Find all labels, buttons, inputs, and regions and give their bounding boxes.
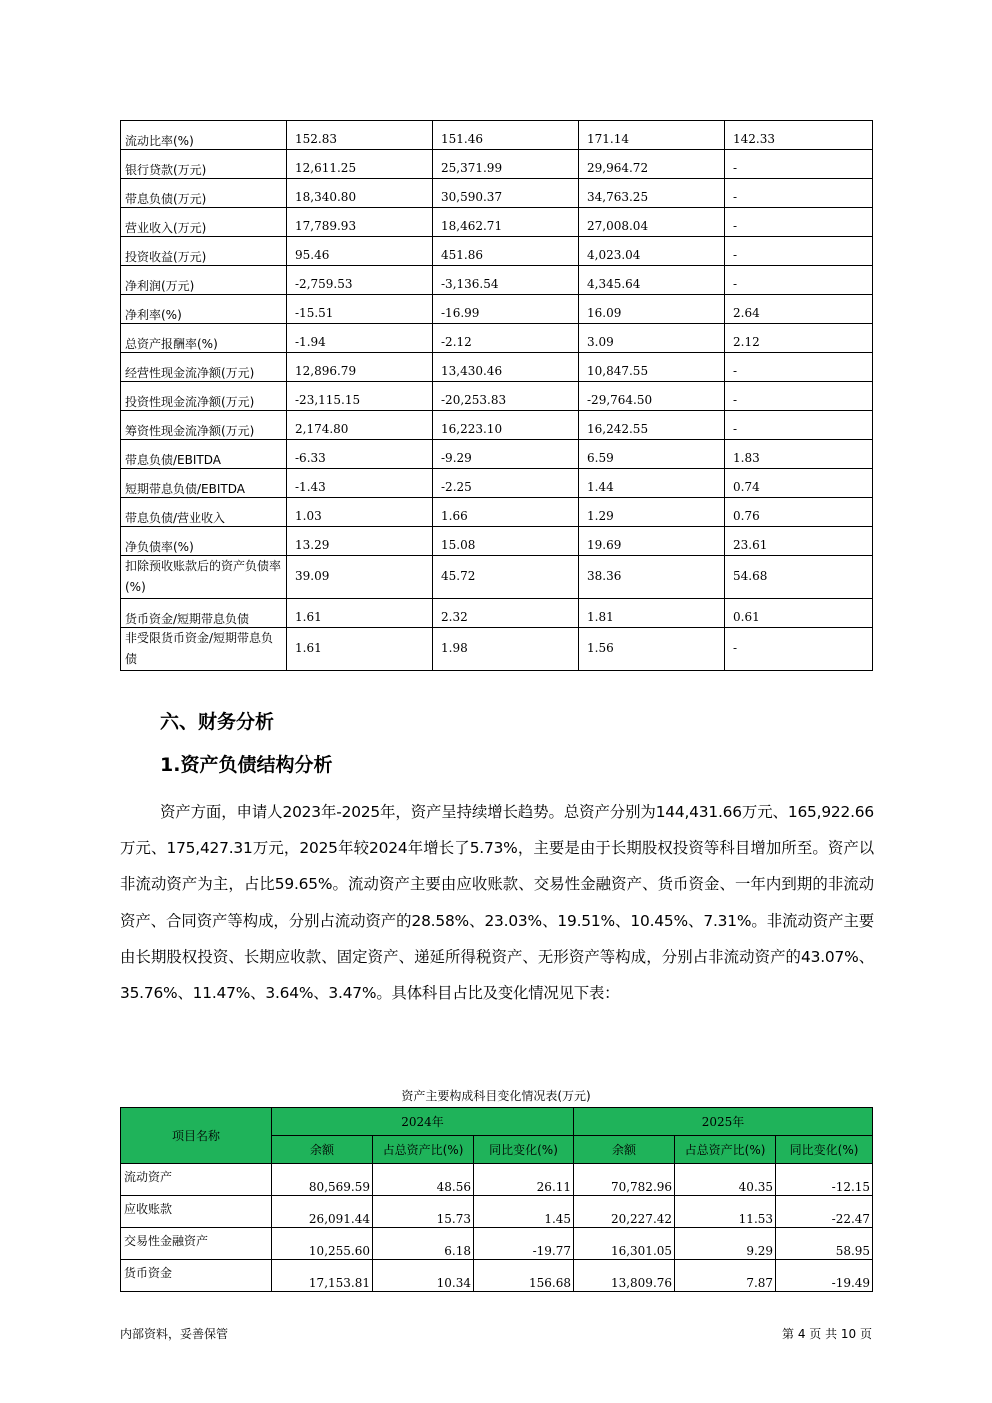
table-row xyxy=(121,628,873,671)
amount-2024: 17,153.81 xyxy=(272,1260,373,1292)
metric-label: 带息负债/营业收入 xyxy=(121,498,287,527)
metric-label: 投资收益(万元) xyxy=(121,237,287,266)
table-row xyxy=(121,150,873,179)
change-2024: 26.11 xyxy=(474,1164,574,1196)
metric-label: 净利润(万元) xyxy=(121,266,287,295)
metric-value: 34,763.25 xyxy=(579,179,725,208)
table-row xyxy=(121,1260,873,1292)
table-caption: 资产主要构成科目变化情况表(万元) xyxy=(401,1089,591,1103)
metric-value: 1.61 xyxy=(287,628,433,671)
metric-value: 4,345.64 xyxy=(579,266,725,295)
metric-value: -2.25 xyxy=(433,469,579,498)
table-row xyxy=(121,440,873,469)
metric-value: 38.36 xyxy=(579,556,725,599)
subsection-title: 1.资产负债结构分析 xyxy=(160,754,333,776)
metric-value: - xyxy=(725,266,873,295)
metric-value: 25,371.99 xyxy=(433,150,579,179)
ratio-2025: 9.29 xyxy=(675,1228,776,1260)
metric-label: 扣除预收账款后的资产负债率(%) xyxy=(121,556,287,599)
table-row xyxy=(121,208,873,237)
table-row xyxy=(121,1164,873,1196)
metric-value: 27,008.04 xyxy=(579,208,725,237)
table-row xyxy=(121,469,873,498)
metric-value: 1.81 xyxy=(579,599,725,628)
metric-label: 营业收入(万元) xyxy=(121,208,287,237)
change-2025: -12.15 xyxy=(776,1164,873,1196)
metric-value: 6.59 xyxy=(579,440,725,469)
asset-table-body xyxy=(121,1164,873,1292)
header-amount: 余额 xyxy=(272,1136,373,1164)
metric-value: 17,789.93 xyxy=(287,208,433,237)
metric-label: 带息负债(万元) xyxy=(121,179,287,208)
table-row xyxy=(121,324,873,353)
amount-2024: 26,091.44 xyxy=(272,1196,373,1228)
metric-value: -2.12 xyxy=(433,324,579,353)
amount-2024: 10,255.60 xyxy=(272,1228,373,1260)
metric-value: 1.66 xyxy=(433,498,579,527)
asset-name: 货币资金 xyxy=(121,1260,272,1292)
table-row xyxy=(121,121,873,150)
table-row xyxy=(121,498,873,527)
analysis-paragraph: 资产方面，申请人2023年-2025年，资产呈持续增长趋势。总资产分别为144,431.66万元、165,922.66万元、175,427.31万元，2025年较2024年增长了5.73%，主要是由于长期股权投资等科目增加所至。资产以非流动资产为主，占比59.65%。流动资产主要由应收账款、交易性金融资产、货币资金、一年内到期的非流动资产、合同资产等构成，分别占流动资产的28.58%、23.03%、19.51%、10.45%、7.31%。非流动资产主要由长期股权投资、长期应收款、固定资产、递延所得税资产、无形资产等构成，分别占非流动资产的43.07%、35.76%、11.47%、3.64%、3.47%。具体科目占比及变化情况见下表： xyxy=(120,803,874,1003)
metric-value: 1.83 xyxy=(725,440,873,469)
asset-name: 流动资产 xyxy=(121,1164,272,1196)
change-2025: 58.95 xyxy=(776,1228,873,1260)
metric-value: 30,590.37 xyxy=(433,179,579,208)
ratio-2025: 40.35 xyxy=(675,1164,776,1196)
metric-label: 投资性现金流净额(万元) xyxy=(121,382,287,411)
ratio-2024: 10.34 xyxy=(373,1260,474,1292)
amount-2025: 20,227.42 xyxy=(574,1196,675,1228)
metric-value: 13,430.46 xyxy=(433,353,579,382)
metric-value: 39.09 xyxy=(287,556,433,599)
metric-value: 2.12 xyxy=(725,324,873,353)
table-row xyxy=(121,527,873,556)
metric-value: 16,223.10 xyxy=(433,411,579,440)
metric-value: 16,242.55 xyxy=(579,411,725,440)
metric-value: 12,611.25 xyxy=(287,150,433,179)
metric-value: 142.33 xyxy=(725,121,873,150)
metric-value: 1.56 xyxy=(579,628,725,671)
metric-value: 2.32 xyxy=(433,599,579,628)
metric-value: - xyxy=(725,628,873,671)
table-row xyxy=(121,266,873,295)
metric-value: 2,174.80 xyxy=(287,411,433,440)
metric-value: - xyxy=(725,150,873,179)
financial-metrics-table xyxy=(120,120,873,671)
metric-value: 1.61 xyxy=(287,599,433,628)
metric-value: -16.99 xyxy=(433,295,579,324)
metric-value: -9.29 xyxy=(433,440,579,469)
footer-confidential: 内部资料，妥善保管 xyxy=(120,1327,229,1341)
metric-value: 10,847.55 xyxy=(579,353,725,382)
metric-value: - xyxy=(725,411,873,440)
metric-label: 带息负债/EBITDA xyxy=(121,440,287,469)
metric-value: 2.64 xyxy=(725,295,873,324)
metric-value: 1.44 xyxy=(579,469,725,498)
metric-value: 171.14 xyxy=(579,121,725,150)
metric-value: -3,136.54 xyxy=(433,266,579,295)
metric-value: 3.09 xyxy=(579,324,725,353)
metric-value: -1.43 xyxy=(287,469,433,498)
metric-value: - xyxy=(725,237,873,266)
table-row xyxy=(121,295,873,324)
metric-value: 0.76 xyxy=(725,498,873,527)
metric-value: - xyxy=(725,208,873,237)
header-amount: 余额 xyxy=(574,1136,675,1164)
header-ratio: 占总资产比(%) xyxy=(373,1136,474,1164)
change-2024: -19.77 xyxy=(474,1228,574,1260)
metric-label: 净利率(%) xyxy=(121,295,287,324)
metric-label: 经营性现金流净额(万元) xyxy=(121,353,287,382)
amount-2025: 70,782.96 xyxy=(574,1164,675,1196)
metric-value: -15.51 xyxy=(287,295,433,324)
metric-value: 18,462.71 xyxy=(433,208,579,237)
table-row xyxy=(121,1196,873,1228)
metric-value: -1.94 xyxy=(287,324,433,353)
metric-value: -2,759.53 xyxy=(287,266,433,295)
ratio-2025: 11.53 xyxy=(675,1196,776,1228)
metric-value: -20,253.83 xyxy=(433,382,579,411)
amount-2025: 16,301.05 xyxy=(574,1228,675,1260)
change-2025: -19.49 xyxy=(776,1260,873,1292)
metric-label: 净负债率(%) xyxy=(121,527,287,556)
metric-value: 1.29 xyxy=(579,498,725,527)
amount-2024: 80,569.59 xyxy=(272,1164,373,1196)
asset-name: 交易性金融资产 xyxy=(121,1228,272,1260)
metric-value: 451.86 xyxy=(433,237,579,266)
change-2024: 1.45 xyxy=(474,1196,574,1228)
ratio-2024: 48.56 xyxy=(373,1164,474,1196)
metric-value: 45.72 xyxy=(433,556,579,599)
footer-page-number: 第 4 页 共 10 页 xyxy=(782,1327,872,1341)
metric-value: -6.33 xyxy=(287,440,433,469)
metric-value: - xyxy=(725,353,873,382)
metric-value: 1.03 xyxy=(287,498,433,527)
metric-label: 短期带息负债/EBITDA xyxy=(121,469,287,498)
metric-value: 54.68 xyxy=(725,556,873,599)
metric-value: 12,896.79 xyxy=(287,353,433,382)
table-row xyxy=(121,179,873,208)
section-title: 六、财务分析 xyxy=(160,711,275,733)
change-2025: -22.47 xyxy=(776,1196,873,1228)
table-row xyxy=(121,237,873,266)
ratio-2024: 15.73 xyxy=(373,1196,474,1228)
metric-value: 16.09 xyxy=(579,295,725,324)
metric-value: 15.08 xyxy=(433,527,579,556)
metric-value: 1.98 xyxy=(433,628,579,671)
metric-value: - xyxy=(725,382,873,411)
metric-value: -23,115.15 xyxy=(287,382,433,411)
header-year-2025: 2025年 xyxy=(574,1108,873,1136)
metric-value: 95.46 xyxy=(287,237,433,266)
metric-label: 非受限货币资金/短期带息负债 xyxy=(121,628,287,671)
header-year-2024: 2024年 xyxy=(272,1108,574,1136)
metric-value: 4,023.04 xyxy=(579,237,725,266)
change-2024: 156.68 xyxy=(474,1260,574,1292)
metric-value: 29,964.72 xyxy=(579,150,725,179)
table-row xyxy=(121,353,873,382)
metrics-table-body xyxy=(121,121,873,671)
metric-value: 0.74 xyxy=(725,469,873,498)
metric-value: 151.46 xyxy=(433,121,579,150)
metric-label: 总资产报酬率(%) xyxy=(121,324,287,353)
metric-value: 19.69 xyxy=(579,527,725,556)
metric-value: 0.61 xyxy=(725,599,873,628)
table-row xyxy=(121,1228,873,1260)
ratio-2025: 7.87 xyxy=(675,1260,776,1292)
header-ratio: 占总资产比(%) xyxy=(675,1136,776,1164)
metric-label: 流动比率(%) xyxy=(121,121,287,150)
amount-2025: 13,809.76 xyxy=(574,1260,675,1292)
table-row xyxy=(121,411,873,440)
metric-value: 13.29 xyxy=(287,527,433,556)
metric-value: 18,340.80 xyxy=(287,179,433,208)
asset-composition-table xyxy=(120,1107,873,1292)
ratio-2024: 6.18 xyxy=(373,1228,474,1260)
metric-value: - xyxy=(725,179,873,208)
table-row xyxy=(121,556,873,599)
metric-label: 银行贷款(万元) xyxy=(121,150,287,179)
table-row xyxy=(121,382,873,411)
header-change: 同比变化(%) xyxy=(474,1136,574,1164)
table-row xyxy=(121,599,873,628)
header-change: 同比变化(%) xyxy=(776,1136,873,1164)
asset-name: 应收账款 xyxy=(121,1196,272,1228)
metric-label: 筹资性现金流净额(万元) xyxy=(121,411,287,440)
metric-value: 152.83 xyxy=(287,121,433,150)
header-item-name: 项目名称 xyxy=(121,1108,272,1164)
metric-label: 货币资金/短期带息负债 xyxy=(121,599,287,628)
metric-value: 23.61 xyxy=(725,527,873,556)
metric-value: -29,764.50 xyxy=(579,382,725,411)
